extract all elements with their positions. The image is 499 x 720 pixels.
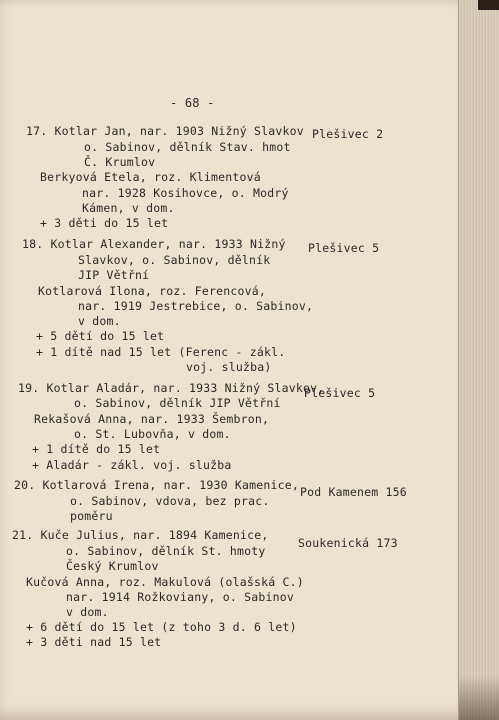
entry-18-line: + 5 dětí do 15 let <box>36 329 165 343</box>
entry-19-line: + 1 dítě do 15 let <box>32 442 161 456</box>
entry-17-line: o. Sabinov, dělník Stav. hmot <box>84 140 291 154</box>
entry-19-line: + Aladár - zákl. voj. služba <box>32 458 232 472</box>
entry-19-line: o. St. Lubovňa, v dom. <box>74 427 231 441</box>
entry-21-line: 21. Kuče Julius, nar. 1894 Kamenice, <box>12 528 269 542</box>
entry-19-line: 19. Kotlar Aladár, nar. 1933 Nižný Slavkov, <box>18 381 325 395</box>
entry-21-line: o. Sabinov, dělník St. hmoty <box>66 544 266 558</box>
entry-20-line: poměru <box>70 509 113 523</box>
entry-21-line: + 3 děti nad 15 let <box>26 635 162 649</box>
entry-18-line: Slavkov, o. Sabinov, dělník <box>78 253 271 267</box>
entry-17-line: Č. Krumlov <box>84 155 156 169</box>
entry-21-line: Kučová Anna, roz. Makulová (olašská C.) <box>26 575 304 589</box>
entry-18-line: v dom. <box>78 314 121 328</box>
entry-21-line: Český Krumlov <box>66 559 159 573</box>
entry-17-line: nar. 1928 Kosihovce, o. Modrý <box>82 186 289 200</box>
entry-18-line: Kotlarová Ilona, roz. Ferencová, <box>38 284 266 298</box>
entry-17-address: Plešivec 2 <box>312 127 384 141</box>
entry-21-line: + 6 dětí do 15 let (z toho 3 d. 6 let) <box>26 620 297 634</box>
entry-18-line: JIP Větřní <box>78 268 150 282</box>
entry-19-address: Plešivec 5 <box>304 386 376 400</box>
entry-21-line: nar. 1914 Rožkoviany, o. Sabinov <box>66 590 294 604</box>
entry-17-line: 17. Kotlar Jan, nar. 1903 Nižný Slavkov <box>26 124 304 138</box>
entry-17-line: + 3 děti do 15 let <box>40 216 169 230</box>
entry-21-address: Soukenická 173 <box>298 536 398 550</box>
entry-21-line: v dom. <box>66 605 109 619</box>
entry-20-address: Pod Kamenem 156 <box>300 485 407 499</box>
entry-18-line: nar. 1919 Jestrebice, o. Sabinov, <box>78 299 314 313</box>
entry-19-line: o. Sabinov, dělník JIP Větřní <box>74 396 281 410</box>
entry-17-line: Berkyová Etela, roz. Klimentová <box>40 170 261 184</box>
entry-18-line: 18. Kotlar Alexander, nar. 1933 Nižný <box>22 237 286 251</box>
entry-19-line: Rekašová Anna, nar. 1933 Šembron, <box>34 412 270 426</box>
entry-18-line: + 1 dítě nad 15 let (Ferenc - zákl. <box>36 345 286 359</box>
page-number: - 68 - <box>170 96 215 110</box>
entry-18-line: voj. služba) <box>186 360 272 374</box>
entry-20-line: o. Sabinov, vdova, bez prac. <box>70 494 270 508</box>
page-stack-edge <box>458 0 499 720</box>
entry-20-line: 20. Kotlarová Irena, nar. 1930 Kamenice, <box>14 478 299 492</box>
binding-shadow <box>478 0 499 10</box>
entry-18-address: Plešivec 5 <box>308 241 380 255</box>
entry-17-line: Kámen, v dom. <box>82 201 175 215</box>
